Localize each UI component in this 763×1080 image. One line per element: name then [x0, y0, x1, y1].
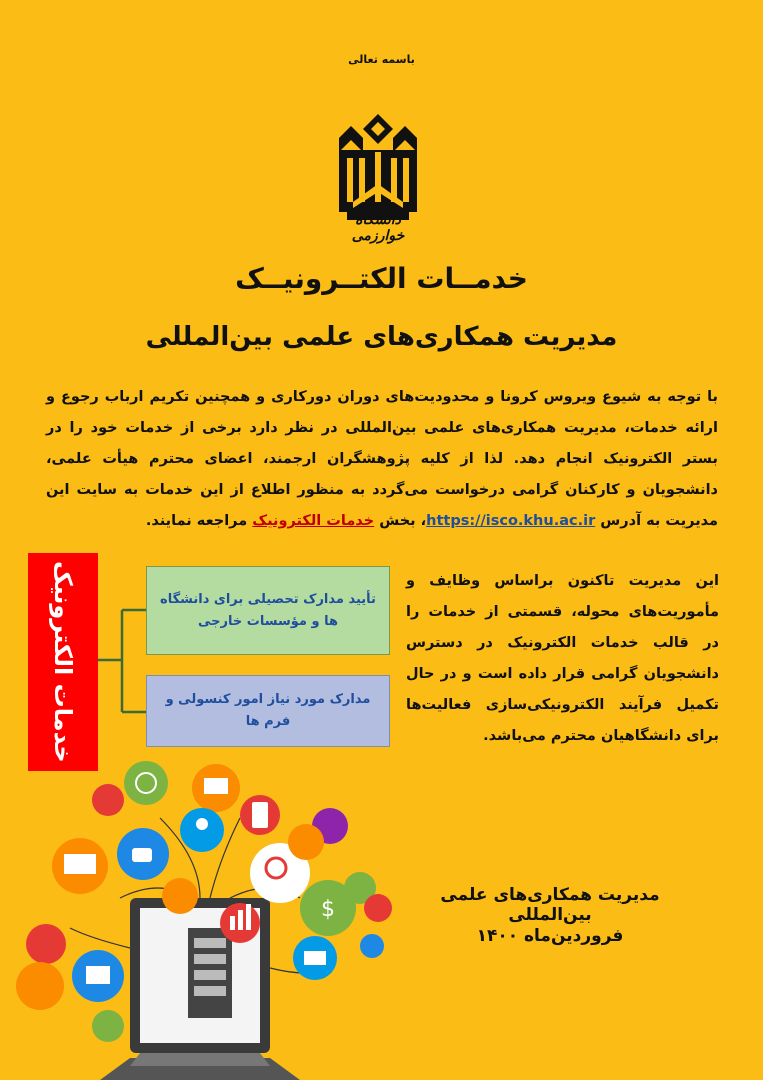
page-title: خدمــات الکتــرونیــک — [235, 262, 528, 295]
bulb-icon — [26, 924, 66, 964]
clock-icon — [124, 761, 168, 805]
book-icon — [16, 962, 64, 1010]
footer-office-name: مدیریت همکاری‌های علمی بین‌المللی — [440, 885, 660, 925]
service-item-consular-documents[interactable] — [146, 675, 390, 747]
e-services-banner-label: خدمات الکترونیک — [49, 561, 77, 763]
website-link[interactable]: https://isco.khu.ac.ir — [426, 513, 596, 529]
service-item-label: مدارک مورد نیاز امور کنسولی و فرم ها — [165, 692, 371, 729]
mouse-icon — [92, 1010, 124, 1042]
footer-date: فروردین‌ماه ۱۴۰۰ — [476, 926, 624, 946]
university-name: دانشگاه خوارزمی — [351, 212, 405, 244]
target-icon — [360, 934, 384, 958]
side-paragraph: این مدیریت تاکنون براساس وظایف و مأموریت‌های محوله، قسمتی از خدمات را در قالب خدمات الکترونیک در دسترس دانشجویان گرامی قرار داده است و در حال تکمیل فرآیند الکترونیکی‌سازی فعالیت‌ها برای دانشگاهیان محترم می‌باشد. — [406, 573, 719, 744]
chat-icon — [92, 784, 124, 816]
laptop-icon — [100, 898, 300, 1080]
image-icon — [364, 894, 392, 922]
svg-text:$: $ — [321, 897, 335, 922]
intro-text: با توجه به شیوع ویروس کرونا و محدودیت‌های دوران دورکاری و همچنین تکریم ارباب رجوع و ارائه خدمات، مدیریت همکاری‌های علمی بین‌المللی در نظر دارد برخی از خدمات خود را در بستر الکترونیک انجام دهد. لذا از کلیه پژوهشگران ارجمند، اعضای محترم هیأت علمی، دانشجویان و کارکنان گرامی درخواست می‌گردد به منظور اطلاع از این خدمات به سایت این مدیریت به آدرس — [46, 389, 718, 529]
intro-section-text: ، بخش — [379, 513, 427, 529]
e-services-banner — [28, 553, 98, 771]
section-link[interactable]: خدمات الکترونیک — [252, 513, 375, 529]
page-subtitle: مدیریت همکاری‌های علمی بین‌المللی — [145, 322, 618, 352]
intro-paragraph — [46, 382, 718, 537]
bismillah-header: باسمه تعالی — [348, 53, 415, 66]
message-icon — [162, 878, 198, 914]
user-icon — [288, 824, 324, 860]
e-services-illustration — [10, 748, 400, 1080]
service-item-label: تأیید مدارک تحصیلی برای دانشگاه ها و مؤسسات خارجی — [160, 591, 376, 629]
intro-end-text: مراجعه نمایند. — [145, 513, 248, 529]
diagram-connector — [98, 560, 150, 760]
service-item-degree-verification[interactable] — [146, 566, 390, 655]
